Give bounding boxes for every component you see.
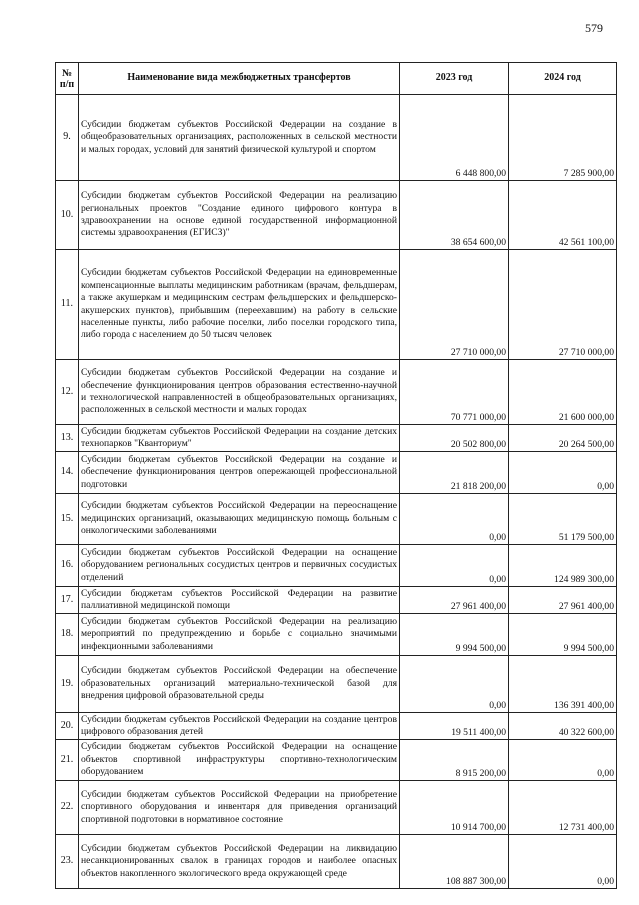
table-row xyxy=(56,781,617,835)
row-num: 22. xyxy=(56,781,79,835)
table-row xyxy=(56,181,617,250)
row-value-2023: 10 914 700,00 xyxy=(400,781,509,835)
row-value-2024: 0,00 xyxy=(509,740,617,781)
table-row xyxy=(56,95,617,181)
row-num: 20. xyxy=(56,713,79,740)
row-value-2024: 51 179 500,00 xyxy=(509,494,617,545)
row-name: Субсидии бюджетам субъектов Российской Федерации на создание в общеобразовательных организациях, расположенных в сельской местности и малых городах, условий для занятий физической культурой и спортом xyxy=(79,95,400,181)
table-row xyxy=(56,587,617,614)
row-value-2023: 38 654 600,00 xyxy=(400,181,509,250)
row-num: 12. xyxy=(56,360,79,425)
row-value-2023: 6 448 800,00 xyxy=(400,95,509,181)
row-value-2023: 19 511 400,00 xyxy=(400,713,509,740)
row-name: Субсидии бюджетам субъектов Российской Федерации на создание детских технопарков "Кванториум" xyxy=(79,425,400,452)
row-value-2024: 27 961 400,00 xyxy=(509,587,617,614)
row-value-2023: 108 887 300,00 xyxy=(400,835,509,889)
row-value-2024: 20 264 500,00 xyxy=(509,425,617,452)
row-value-2024: 12 731 400,00 xyxy=(509,781,617,835)
row-value-2024: 42 561 100,00 xyxy=(509,181,617,250)
table-row xyxy=(56,545,617,587)
row-value-2023: 21 818 200,00 xyxy=(400,452,509,494)
row-num: 19. xyxy=(56,656,79,713)
table-row xyxy=(56,713,617,740)
row-value-2024: 136 391 400,00 xyxy=(509,656,617,713)
row-value-2023: 27 710 000,00 xyxy=(400,250,509,360)
row-value-2023: 0,00 xyxy=(400,656,509,713)
row-value-2024: 40 322 600,00 xyxy=(509,713,617,740)
row-num: 21. xyxy=(56,740,79,781)
row-num: 9. xyxy=(56,95,79,181)
row-name: Субсидии бюджетам субъектов Российской Федерации на ликвидацию несанкционированных свалок в границах городов и наиболее опасных объектов накопленного экологического вреда окружающей среде xyxy=(79,835,400,889)
row-value-2023: 0,00 xyxy=(400,545,509,587)
row-name: Субсидии бюджетам субъектов Российской Федерации на создание и обеспечение функционирования центров образования естественно-научной и технологической направленностей в общеобразовательных организациях, расположенных в сельской местности и малых городах xyxy=(79,360,400,425)
header-year-2023: 2023 год xyxy=(400,63,509,95)
row-num: 15. xyxy=(56,494,79,545)
row-value-2023: 27 961 400,00 xyxy=(400,587,509,614)
table-row xyxy=(56,360,617,425)
row-value-2024: 0,00 xyxy=(509,452,617,494)
table-row xyxy=(56,425,617,452)
table-row xyxy=(56,452,617,494)
row-name: Субсидии бюджетам субъектов Российской Федерации на создание и обеспечение функционирования центров опережающей профессиональной подготовки xyxy=(79,452,400,494)
table-row xyxy=(56,656,617,713)
row-name: Субсидии бюджетам субъектов Российской Федерации на единовременные компенсационные выплаты медицинским работникам (врачам, фельдшерам, а также акушеркам и медицинским сестрам фельдшерских и фельдшерско-акушерских пунктов), прибывшим (переехавшим) на работу в сельские населенные пункты, либо рабочие поселки, либо поселки городского типа, либо города с населением до 50 тысяч человек xyxy=(79,250,400,360)
table-row xyxy=(56,250,617,360)
transfers-table xyxy=(55,62,617,889)
row-value-2024: 9 994 500,00 xyxy=(509,614,617,656)
row-num: 23. xyxy=(56,835,79,889)
row-num: 16. xyxy=(56,545,79,587)
table-header-row xyxy=(56,63,617,95)
row-value-2023: 8 915 200,00 xyxy=(400,740,509,781)
header-year-2024: 2024 год xyxy=(509,63,617,95)
row-name: Субсидии бюджетам субъектов Российской Федерации на развитие паллиативной медицинской помощи xyxy=(79,587,400,614)
row-value-2024: 21 600 000,00 xyxy=(509,360,617,425)
row-num: 10. xyxy=(56,181,79,250)
row-value-2023: 0,00 xyxy=(400,494,509,545)
row-value-2023: 70 771 000,00 xyxy=(400,360,509,425)
row-name: Субсидии бюджетам субъектов Российской Федерации на реализацию мероприятий по предупреждению и борьбе с социально значимыми инфекционными заболеваниями xyxy=(79,614,400,656)
row-value-2024: 7 285 900,00 xyxy=(509,95,617,181)
row-name: Субсидии бюджетам субъектов Российской Федерации на переоснащение медицинских организаций, оказывающих медицинскую помощь больным с онкологическими заболеваниями xyxy=(79,494,400,545)
header-num: № п/п xyxy=(56,63,79,95)
row-value-2024: 124 989 300,00 xyxy=(509,545,617,587)
row-value-2023: 9 994 500,00 xyxy=(400,614,509,656)
table-row xyxy=(56,835,617,889)
table-row xyxy=(56,614,617,656)
row-name: Субсидии бюджетам субъектов Российской Федерации на оснащение объектов спортивной инфраструктуры спортивно-технологическим оборудованием xyxy=(79,740,400,781)
row-num: 18. xyxy=(56,614,79,656)
row-num: 13. xyxy=(56,425,79,452)
row-name: Субсидии бюджетам субъектов Российской Федерации на приобретение спортивного оборудования и инвентаря для приведения организаций спортивной подготовки в нормативное состояние xyxy=(79,781,400,835)
table-row xyxy=(56,740,617,781)
row-num: 14. xyxy=(56,452,79,494)
row-num: 11. xyxy=(56,250,79,360)
row-value-2023: 20 502 800,00 xyxy=(400,425,509,452)
row-num: 17. xyxy=(56,587,79,614)
header-name: Наименование вида межбюджетных трансфертов xyxy=(79,63,400,95)
row-value-2024: 0,00 xyxy=(509,835,617,889)
row-name: Субсидии бюджетам субъектов Российской Федерации на оснащение оборудованием региональных сосудистых центров и первичных сосудистых отделений xyxy=(79,545,400,587)
row-value-2024: 27 710 000,00 xyxy=(509,250,617,360)
page-number: 579 xyxy=(585,21,603,35)
row-name: Субсидии бюджетам субъектов Российской Федерации на создание центров цифрового образования детей xyxy=(79,713,400,740)
row-name: Субсидии бюджетам субъектов Российской Федерации на обеспечение образовательных организаций материально-технической базой для внедрения цифровой образовательной среды xyxy=(79,656,400,713)
table-row xyxy=(56,494,617,545)
row-name: Субсидии бюджетам субъектов Российской Федерации на реализацию региональных проектов "Создание единого цифрового контура в здравоохранении на основе единой государственной информационной системы здравоохранения (ЕГИСЗ)" xyxy=(79,181,400,250)
